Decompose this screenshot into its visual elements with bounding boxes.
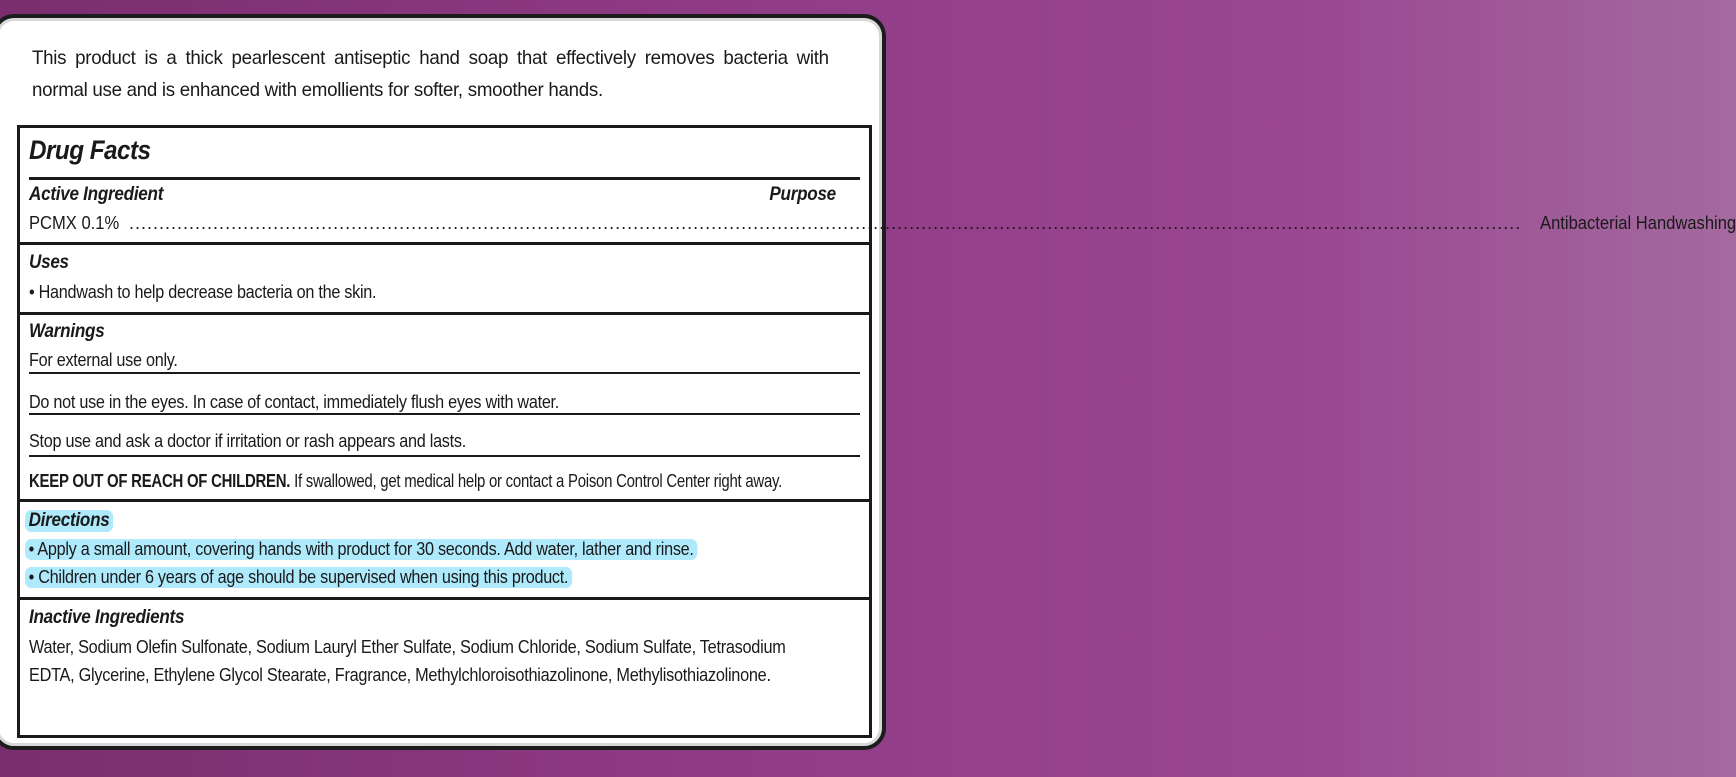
drug-facts-panel — [17, 125, 1736, 738]
purpose-heading: Purpose — [769, 184, 836, 205]
warning-keep-out — [29, 471, 936, 492]
directions-item: • Children under 6 years of age should be supervised when using this product. — [29, 567, 633, 588]
inactive-ingredients-heading: Inactive Ingredients — [29, 607, 185, 628]
warning-external: For external use only. — [29, 350, 178, 370]
section-divider — [20, 242, 869, 245]
warning-stop-use: Stop use and ask a doctor if irritation or rash appears and lasts. — [29, 431, 466, 451]
keep-out-rest: If swallowed, get medical help or contact a Poison Control Center right away. — [290, 471, 783, 491]
section-divider — [20, 597, 869, 600]
active-ingredient-row — [29, 213, 1736, 237]
keep-out-bold: KEEP OUT OF REACH OF CHILDREN. — [29, 471, 291, 491]
uses-heading: Uses — [29, 252, 69, 273]
warning-eyes: Do not use in the eyes. In case of contact, immediately flush eyes with water. — [29, 392, 560, 412]
section-divider — [20, 499, 869, 502]
directions-item: • Apply a small amount, covering hands with product for 30 seconds. Add water, lather and rinse. — [29, 539, 772, 560]
active-ingredient-heading: Active Ingredient — [29, 184, 164, 205]
drug-facts-title: Drug Facts — [29, 135, 151, 165]
warnings-heading: Warnings — [29, 321, 105, 342]
warning-rule — [29, 372, 860, 374]
purpose: Antibacterial Handwashing — [1540, 213, 1736, 233]
inactive-ingredients-line: EDTA, Glycerine, Ethylene Glycol Stearate, Fragrance, Methylchloroisothiazolinone, Methylisothiazolinone. — [29, 665, 771, 685]
leader-dots: ........................................................................................................................................................................................................................................ — [129, 213, 1522, 233]
directions-heading: Directions — [29, 510, 123, 532]
section-divider — [20, 312, 869, 315]
warning-rule — [29, 455, 860, 457]
warning-rule — [29, 413, 860, 415]
title-rule — [29, 177, 860, 180]
product-description: This product is a thick pearlescent antiseptic hand soap that effectively removes bacteria with normal use and is enhanced with emollients for softer, smoother hands. — [32, 47, 829, 101]
inactive-ingredients-line: Water, Sodium Olefin Sulfonate, Sodium Lauryl Ether Sulfate, Sodium Chloride, Sodium Sulfate, Tetrasodium — [29, 637, 786, 657]
uses-item: • Handwash to help decrease bacteria on the skin. — [29, 282, 377, 302]
active-ingredient: PCMX 0.1% — [29, 213, 120, 233]
